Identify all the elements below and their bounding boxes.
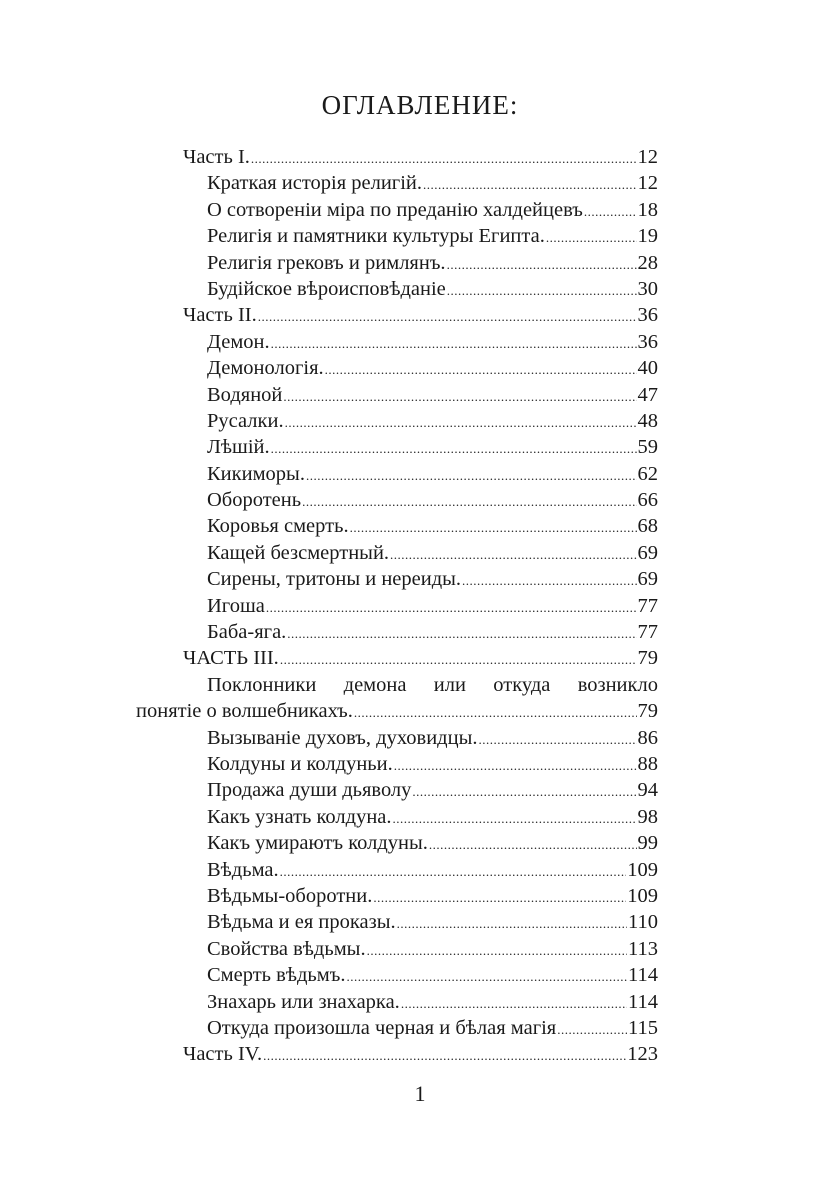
toc-entry-page: 123: [627, 1043, 658, 1066]
toc-leader-dots: [325, 357, 637, 383]
toc-entry: [183, 197, 658, 223]
toc-entry-label: Игоша: [207, 594, 265, 617]
toc-entry: [183, 434, 658, 460]
toc-entry-label: Лѣшій.: [207, 436, 270, 459]
toc-entry-label: Коровья смерть.: [207, 515, 349, 538]
toc-leader-dots: [546, 225, 637, 251]
toc-entry-page: 59: [637, 436, 658, 459]
toc-entry-page: 62: [637, 462, 658, 485]
toc-leader-dots: [447, 252, 637, 278]
toc-entry-label: Баба-яга.: [207, 621, 287, 644]
toc-entry: [183, 540, 658, 566]
toc-entry-label: Кикиморы.: [207, 462, 305, 485]
toc-leader-dots: [447, 278, 637, 304]
toc-entry: [183, 144, 658, 170]
toc-entry-label: Кащей безсмертный.: [207, 541, 390, 564]
toc-entry-multiline-first-line: [183, 672, 658, 698]
toc-entry-page: 69: [637, 541, 658, 564]
toc-leader-dots: [412, 779, 636, 805]
toc-entry-label: Колдуны и колдуньи.: [207, 752, 393, 775]
toc-entry-label: Свойства вѣдьмы.: [207, 937, 366, 960]
toc-word: откуда: [493, 673, 551, 696]
toc-leader-dots: [350, 515, 637, 541]
toc-entry-label: Часть IV.: [183, 1043, 263, 1066]
toc-entry-label: Смерть вѣдьмъ.: [207, 964, 346, 987]
toc-entry-label: Продажа души дьяволу: [207, 779, 412, 802]
toc-entry-label: Часть I.: [183, 146, 250, 168]
toc-entry-label: Русалки.: [207, 409, 284, 432]
toc-entry-page: 18: [637, 198, 658, 221]
toc-entry-page: 115: [628, 1016, 658, 1039]
toc-entry: [183, 751, 658, 777]
toc-entry-label: Знахарь или знахарка.: [207, 990, 400, 1013]
toc-entry-label: Вѣдьмы-оборотни.: [207, 884, 373, 907]
toc-entry-page: 77: [637, 621, 658, 644]
toc-entry-page: 77: [637, 594, 658, 617]
toc-word: возникло: [577, 673, 658, 696]
toc-entry: [183, 382, 658, 408]
toc-entry: [183, 355, 658, 381]
toc-entry-page: 40: [637, 357, 658, 380]
toc-entry-label: Демон.: [207, 330, 270, 353]
toc-entry-page: 109: [627, 884, 658, 907]
toc-entry-page: 68: [637, 515, 658, 538]
toc-entry: [183, 276, 658, 302]
toc-entry: [183, 804, 658, 830]
toc-leader-dots: [390, 542, 636, 568]
toc-leader-dots: [373, 885, 626, 911]
toc-entry-page: 94: [637, 779, 658, 802]
toc-leader-dots: [280, 647, 637, 673]
toc-entry-label: О сотвореніи міра по преданію халдейцевъ: [207, 198, 583, 221]
toc-leader-dots: [280, 859, 627, 885]
toc-entry-label: Оборотень: [207, 489, 302, 512]
toc-entry-page: 36: [637, 304, 658, 327]
toc-leader-dots: [394, 753, 637, 779]
toc-entry-label: Вѣдьма и ея проказы.: [207, 911, 396, 934]
toc-leader-dots: [287, 621, 636, 647]
toc-leader-dots: [251, 146, 637, 172]
toc-entry-label: Демонологія.: [207, 357, 324, 380]
toc-entry-page: 99: [637, 832, 658, 855]
toc-leader-dots: [271, 436, 637, 462]
toc-entry: [183, 566, 658, 592]
toc-entry: [183, 989, 658, 1015]
toc-entry: [183, 593, 658, 619]
toc-entry-page: 88: [637, 752, 658, 775]
toc-entry-label: Какъ умираютъ колдуны.: [207, 832, 428, 855]
toc-leader-dots: [306, 463, 637, 489]
toc-leader-dots: [397, 911, 627, 937]
toc-leader-dots: [283, 384, 636, 410]
toc-entry-page: 98: [637, 805, 658, 828]
toc-entry-page: 69: [637, 568, 658, 591]
toc-entry-label: Религія и памятники культуры Египта.: [207, 225, 545, 248]
toc-word: или: [433, 673, 466, 696]
toc-entry-page: 79: [637, 647, 658, 670]
toc-leader-dots: [367, 938, 627, 964]
toc-entry: [183, 513, 658, 539]
toc-leader-dots: [258, 304, 637, 330]
toc-entry: [183, 1015, 658, 1041]
toc-entry: [183, 645, 658, 671]
toc-entry-page: 30: [637, 277, 658, 300]
toc-entry: [183, 170, 658, 196]
toc-entry-label: Религія грековъ и римлянъ.: [207, 251, 446, 274]
toc-entry-page: 113: [628, 937, 658, 960]
toc-entry: [183, 302, 658, 328]
toc-entry-label: Водяной: [207, 383, 283, 406]
toc-entry: [183, 830, 658, 856]
toc-leader-dots: [423, 172, 636, 198]
toc-entry-page: 12: [637, 172, 658, 195]
toc-entry: [183, 962, 658, 988]
toc-entry-label: Откуда произошла черная и бѣлая магія: [207, 1016, 557, 1039]
toc-entry: [183, 777, 658, 803]
toc-entry-label: понятіе о волшебникахъ.: [136, 700, 353, 723]
toc-entry-label: Вызываніе духовъ, духовидцы.: [207, 726, 478, 749]
toc-entry-page: 79: [637, 700, 658, 723]
toc-leader-dots: [302, 489, 636, 515]
toc-entry-page: 36: [637, 330, 658, 353]
toc-entry-page: 86: [637, 726, 658, 749]
toc-entry-label: Краткая исторія религій.: [207, 172, 423, 195]
toc-entry-page: 19: [637, 225, 658, 248]
toc-entry: [183, 408, 658, 434]
toc-entry-page: 47: [637, 383, 658, 406]
toc-entry-page: 28: [637, 251, 658, 274]
toc-entry: [183, 1041, 658, 1067]
toc-leader-dots: [354, 700, 637, 726]
toc-entry-page: 114: [628, 990, 658, 1013]
page-number: 1: [414, 1081, 426, 1106]
toc-entry-page: 110: [628, 911, 658, 934]
toc-entry: [183, 619, 658, 645]
toc-entry: [183, 250, 658, 276]
toc-leader-dots: [266, 595, 637, 621]
toc-entry-page: 66: [637, 489, 658, 512]
toc-leader-dots: [346, 964, 627, 990]
toc-entry: [183, 487, 658, 513]
toc-entry: [183, 857, 658, 883]
toc-entry: [183, 329, 658, 355]
toc-entry-multiline-second-line: [136, 698, 658, 724]
toc-leader-dots: [557, 1017, 627, 1043]
toc-entry-label: Часть II.: [183, 304, 257, 327]
toc-word: демона: [343, 673, 407, 696]
toc-entry-page: 114: [628, 964, 658, 987]
toc-entry: [183, 461, 658, 487]
toc-entry-page: 109: [627, 858, 658, 881]
toc-leader-dots: [401, 991, 627, 1017]
page-title: ОГЛАВЛЕНИЕ:: [321, 90, 519, 120]
toc-leader-dots: [462, 568, 636, 594]
toc-section-after: [183, 725, 658, 1068]
toc-entry: [183, 883, 658, 909]
toc-leader-dots: [584, 199, 637, 225]
toc-entry: [183, 909, 658, 935]
toc-entry-label: Будійское вѣроисповѣданіе: [207, 277, 446, 300]
toc-entry-label: Вѣдьма.: [207, 858, 279, 881]
toc-leader-dots: [393, 806, 637, 832]
toc-leader-dots: [478, 727, 636, 753]
toc-entry: [183, 725, 658, 751]
toc-entry: [183, 936, 658, 962]
table-of-contents: [136, 144, 658, 1068]
toc-entry-page: 48: [637, 409, 658, 432]
toc-leader-dots: [263, 1043, 626, 1069]
toc-leader-dots: [285, 410, 637, 436]
toc-leader-dots: [429, 832, 637, 858]
toc-word: Поклонники: [207, 673, 317, 696]
toc-entry-label: ЧАСТЬ III.: [183, 647, 279, 670]
toc-entry-page: 12: [637, 146, 658, 168]
toc-entry-label: Какъ узнать колдуна.: [207, 805, 392, 828]
toc-entry: [183, 223, 658, 249]
toc-entry-label: Сирены, тритоны и нереиды.: [207, 568, 462, 591]
toc-leader-dots: [271, 331, 637, 357]
toc-section-before: [183, 144, 658, 672]
